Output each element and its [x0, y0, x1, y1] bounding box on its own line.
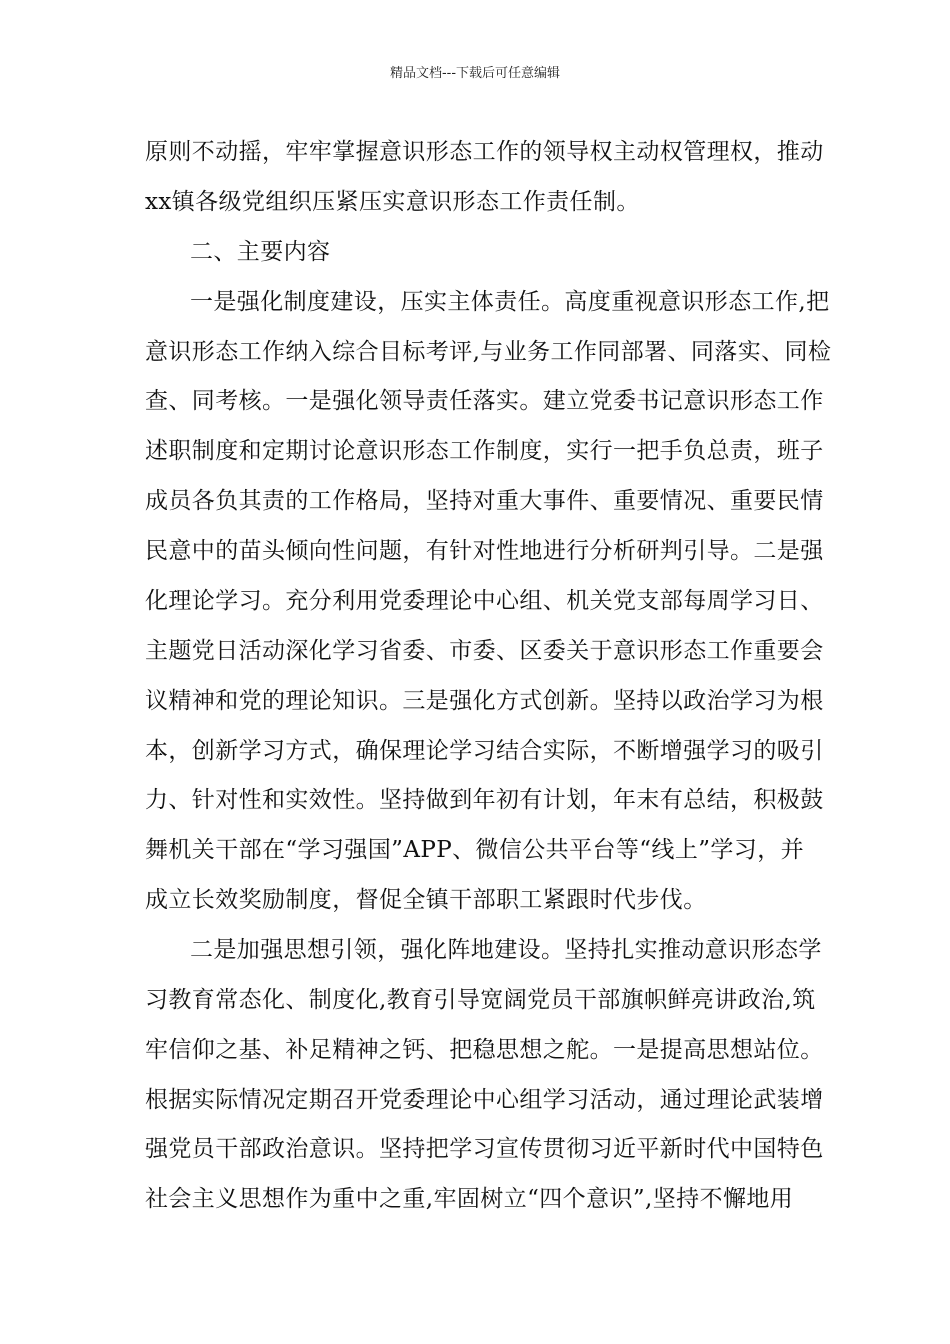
- paragraph-start-line: 一是强化制度建设，压实主体责任。高度重视意识形态工作,把: [190, 289, 830, 315]
- text-line: 强党员干部政治意识。坚持把学习宣传贯彻习近平新时代中国特色: [145, 1136, 824, 1162]
- paragraph-start-line: 二是加强思想引领，强化阵地建设。坚持扎实推动意识形态学: [190, 937, 822, 963]
- text-line: 社会主义思想作为重中之重,牢固树立“四个意识”,坚持不懈地用: [145, 1186, 794, 1212]
- text-line: 查、同考核。一是强化领导责任落实。建立党委书记意识形态工作: [145, 388, 824, 414]
- text-line: 舞机关干部在“学习强国”APP、微信公共平台等“线上”学习，并: [145, 837, 804, 863]
- text-line: 牢信仰之基、补足精神之钙、把稳思想之舵。一是提高思想站位。: [145, 1037, 824, 1063]
- text-line: 成立长效奖励制度，督促全镇干部职工紧跟时代步伐。: [145, 887, 707, 913]
- text-line: 力、针对性和实效性。坚持做到年初有计划，年末有总结，积极鼓: [145, 787, 824, 813]
- text-line: 化理论学习。充分利用党委理论中心组、机关党支部每周学习日、: [145, 588, 824, 614]
- text-line: 主题党日活动深化学习省委、市委、区委关于意识形态工作重要会: [145, 638, 824, 664]
- page-header: 精品文档---下载后可任意编辑: [389, 66, 561, 81]
- text-line: xx镇各级党组织压紧压实意识形态工作责任制。: [145, 189, 640, 215]
- text-line: 原则不动摇，牢牢掌握意识形态工作的领导权主动权管理权，推动: [145, 139, 824, 165]
- text-line: 述职制度和定期讨论意识形态工作制度，实行一把手负总责，班子: [145, 438, 824, 464]
- text-line: 意识形态工作纳入综合目标考评,与业务工作同部署、同落实、同检: [145, 339, 832, 365]
- text-line: 民意中的苗头倾向性问题，有针对性地进行分析研判引导。二是强: [145, 538, 824, 564]
- text-line: 议精神和党的理论知识。三是强化方式创新。坚持以政治学习为根: [145, 688, 824, 714]
- text-line: 根据实际情况定期召开党委理论中心组学习活动，通过理论武装增: [145, 1087, 824, 1113]
- section-heading: 二、主要内容: [190, 239, 331, 265]
- text-line: 习教育常态化、制度化,教育引导宽阔党员干部旗帜鲜亮讲政治,筑: [145, 987, 816, 1013]
- text-line: 成员各负其责的工作格局，坚持对重大事件、重要情况、重要民情: [145, 488, 824, 514]
- text-line: 本，创新学习方式，确保理论学习结合实际，不断增强学习的吸引: [145, 738, 824, 764]
